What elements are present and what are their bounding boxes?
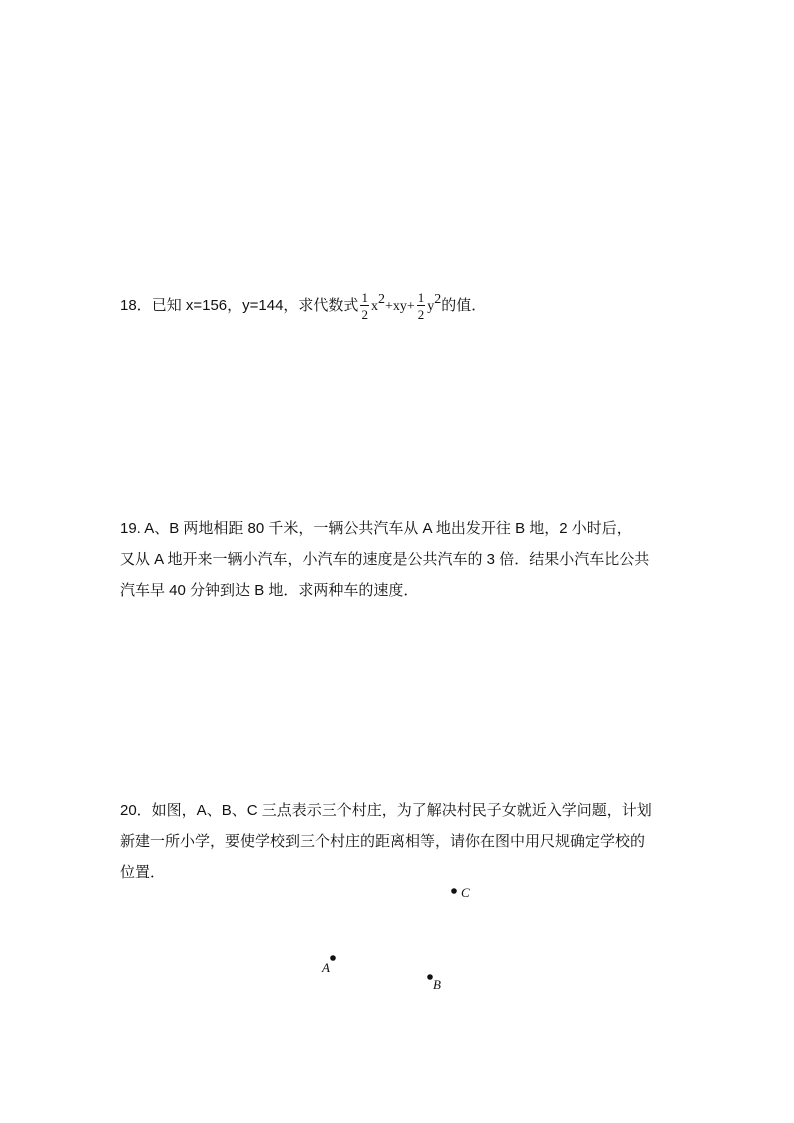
point-c-label: C	[461, 885, 470, 900]
q18-term1-exponent: 2	[377, 292, 385, 307]
point-a-label: A	[322, 960, 330, 975]
q18-term2-variable: y	[427, 299, 435, 314]
q18-term2-exponent: 2	[434, 292, 442, 307]
q18-fraction-1	[360, 291, 369, 321]
q19-line-2: 又从 A 地开来一辆小汽车，小汽车的速度是公共汽车的 3 倍．结果小汽车比公共	[120, 551, 650, 568]
q20-line-2: 新建一所小学，要使学校到三个村庄的距离相等，请你在图中用尺规确定学校的	[120, 833, 646, 850]
point-a-dot	[330, 955, 336, 961]
q18-fraction-2	[417, 291, 426, 321]
q18-middle-term: +xy+	[384, 299, 415, 314]
q18-term1-variable: x	[370, 299, 378, 314]
question-19	[120, 513, 680, 606]
q18-text-after: 的值．	[441, 297, 487, 314]
q18-number: 18．	[120, 297, 152, 314]
q18-frac1-denominator: 2	[361, 307, 368, 323]
question-18	[120, 284, 680, 322]
point-b-dot	[427, 974, 433, 980]
q18-text-before: 已知 x=156，y=144，求代数式	[151, 297, 359, 314]
q18-frac2-denominator: 2	[417, 307, 425, 323]
q20-line-1: 20．如图，A、B、C 三点表示三个村庄，为了解决村民子女就近入学问题，计划	[120, 802, 652, 819]
q18-frac2-numerator: 1	[417, 290, 425, 306]
q19-line-1: 19. A、B 两地相距 80 千米，一辆公共汽车从 A 地出发开往 B 地，2 小时后，	[120, 520, 632, 537]
q18-frac1-numerator: 1	[361, 290, 368, 306]
q20-line-3: 位置．	[120, 864, 166, 881]
q19-line-3: 汽车早 40 分钟到达 B 地．求两种车的速度．	[120, 582, 419, 599]
point-b-label: B	[433, 977, 441, 992]
point-c-dot	[451, 888, 457, 894]
question-20	[120, 795, 680, 888]
